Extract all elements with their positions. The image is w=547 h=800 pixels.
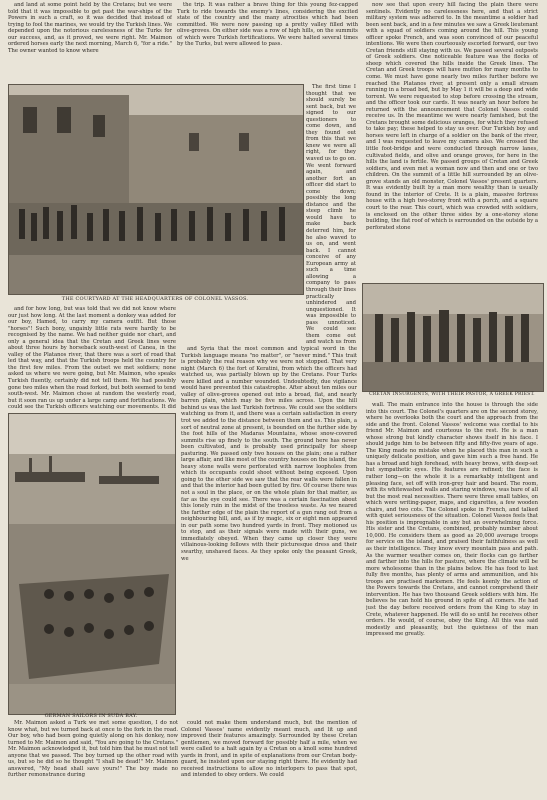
paragraph: now see that upon every hill facing the plain there were sentinels. Evidently no carelessness here, and that a strict military system was adhered to. In the meantime a soldier had been sent back, and in a few minutes we saw a Greek lieutenant with a squad of soldiers coming around the hill. This young officer spoke French, and was soon convinced of our peaceful intentions. We were then courteously escorted forward, our two Cretan friends still staying with us. We passed several outposts of Greek soldiers. One noticeable feature was the flocks of sheep which covered the hills inside the Greek lines. The Cretan and Greek troops will have mutton for many months to come. We must have gone nearly two miles further before we reached the Platanos river, at present only a small stream running in a broad bed, but by May 1 it will be a deep and wide torrent. We were requested to stop before crossing the stream, and the officer took our cards. It was nearly an hour before he returned with the announcement that Colonel Vassos could receive us. In the meantime we were nearly famished, but the Cretans brought some delicious oranges, for which they refused to take pay; these helped to stay us over. Our Turkish boy and horses were left in charge of a soldier on the bank of the river, and I was requested to leave my camera also. We crossed the little foot-bridge and were conducted through narrow lanes, cultivated fields, and olive and orange groves, for here in the hills the land is fertile. We passed groups of Cretan and Greek soldiers, and even met a woman now and then and one or two children. On the summit of a little hill surrounded by an olive-grove stands an old monster, Colonel Vassos' present quarters. It was evidently built by a man more wealthy than is usually found in the interior of Crete. It is a plain, massive fortress house with a high two-storey front with a porch, and a square court to the rear. This court, which was crowded with soldiers, is enclosed on the other three sides by a one-storey stone building, the flat roof of which is surrounded on the outside by a perforated stone: [366, 2, 538, 231]
text-column-top-left: [8, 2, 172, 84]
text-column-top-right: [366, 2, 538, 280]
text-column-right-lower: [366, 402, 538, 794]
insurgents-caption: CRETAN INSURGENTS, WITH THEIR PASTOR, A GREEK PRIEST.: [369, 392, 535, 397]
paragraph: the trip. It was rather a brave thing for this young fez-capped Turk to ride towards the enemy's lines, considering the excited state of the country and the many atrocities which had been committed. We were now passing up a pretty valley filled with olive-groves. On either side was a row of high hills, on the summits of which were Turkish fortifications. We were halted several times by the Turks, but were allowed to pass.: [177, 2, 358, 48]
text-column-mid-left: [8, 306, 176, 410]
text-column-bottom-left: [8, 720, 178, 798]
paragraph: wall. The main entrance into the house is through the side into this court. The Colonel's quarters are on the second storey, where he overlooks both the court and the approach from the side and the front. Colonel Vassos' welcome was cordial to his friend Mr. Maimon and courteous to the rest. He is a man whose strong but kindly character shows itself in his face. I should judge him to be between fifty and fifty-five years of age. The King made no mistake when he placed this man in such a uniquely delicate position, and gave him such a free hand. He has a broad and high forehead, with heavy brows, with deep-set but sympathetic eyes. His features are refined; the face is rather long—on the whole it is a remarkably intelligent and pleasing face, set off with iron-grey hair and beard. The room, with its whitewashed walls and staring windows, was bare of all but the most real necessities. There were three small tables, on which were writing-paper, maps, and cigarettes, a few wooden chairs, and two cots. The Colonel spoke in French, and talked with quiet seriousness of the situation. Colonel Vassos feels that his position is impregnable in any but an overwhelming force. His sister and the Cretans, combined, probably number about 10,000. He considers them as good as 20,000 average troops for service on the island, and praised their faithfulness as well as their intelligence. They know every mountain pass and path. As the warmer weather comes on, their flocks can go farther and farther into the hills for pasture, where the climate will be more wholesome than in the plains below. He has food to last fully five months, has plenty of arms and ammunition, and his troops are practised marksmen. He feels keenly the action of the Powers towards the Cretans, and cannot comprehend their intervention. He has two thousand Greek soldiers with him. He believes he can hold his ground in spite of all comers. He had just the day before received orders from the King to stay in Crete, whatever happened. He will do so until he receives other orders. He would, of course, obey the King. All this was said modestly and pleasantly, but the quietness of the man impressed me greatly.: [366, 402, 538, 638]
paragraph: Mr. Maimon asked a Turk we met some question, I do not know what, but we turned back at once to the fork in the road. Our boy, who had been going quietly along on his donkey, now turned to Mr. Maimon and said, "You are going to the Cretans." Mr. Maimon acknowledged it, but told him that he must not tell anyone that we passed. The boy turned up the other road with us, but so he did so he thought "I shall be dead!" Mr. Maimon answered, "My head shall save yours!" The boy made no further remonstrance during: [8, 720, 178, 779]
sailors-engraving: [9, 414, 175, 714]
text-column-middle-narrow: [306, 84, 356, 344]
sailors-illustration: [8, 413, 176, 715]
text-column-bottom-center: [181, 720, 357, 798]
paragraph: and land at some point held by the Cretans; but we were told that it was impossible to get past the war-ships of the Powers in such a craft, so it was decided that instead of trying to fool the marines, we would try the Turkish lines. We depended upon the notorious carelessness of the Turks for our success, and, as it proved, we were right. Mr. Maimon ordered horses early the next morning, March 6, "for a ride." The owner wanted to know where: [8, 2, 172, 54]
sailors-caption: GERMAN SAILORS IN SUDA BAY.: [44, 713, 138, 719]
insurgents-illustration: [362, 283, 544, 392]
courtyard-engraving: [9, 85, 303, 294]
courtyard-illustration: [8, 84, 304, 295]
paragraph: and for how long, but was told that we did not know where our just how long. At the last moment a donkey was added for our boy, Hamed, to carry my camera outfit. But those "horses"! Such bony, ungainly little rats were hardly to be recognised by the name. We had neither guide nor chart, and only a general idea that the Cretan and Greek lines were about three hours by horseback south-west of Canea, in the valley of the Platanos river, that there was a sort of road that led that way, and that the Turkish troops held the country for the first few miles. From the outset we met soldiers; none asked us where we were going, but Mr. Maimon, who speaks Turkish fluently, certainly did not tell them. We had possibly gone two miles when the road forked, but both seemed to tend south-west. Mr. Maimon chose at random the westerly road, but it soon ran us up under a large camp and fortifications. We could see the Turkish officers watching our movements. It did: [8, 306, 176, 410]
paragraph: could not make them understand much, but the mention of Colonel Vassos' name evidently meant much, and lit up and improved their features amazingly. Surrounded by these Cretan gentlemen, we moved forward for possibly half a mile, when we were called to a halt again by a Cretan on a knoll some hundred yards in front, and in spite of explanations from our Cretan body-guard, he insisted upon our staying right there. He evidently had received instructions to allow no interlopers to pass that spot, and intended to obey orders. We could: [181, 720, 357, 779]
courtyard-caption: THE COURTYARD AT THE HEADQUARTERS OF COLONEL VASSOS.: [61, 296, 249, 302]
text-column-mid-center: [181, 346, 357, 716]
insurgents-engraving: [363, 284, 543, 391]
paragraph: and Syria that the most common and typical word in the Turkish language means "no matter", or "never mind." This trait is probably the real reason why we were not stopped. That very night (March 6) the fort of Keratini, from which the officers had watched us, was partially blown up by the Cretans. Four Turks were killed and a number wounded. Undoubtedly, due vigilance would have prevented this catastrophe. After about ten miles our valley of olive-groves opened out into a broad, flat, and nearly barren plain, which may be five miles across. Upon the hill behind us was the last Turkish fortress. We could see the soldiers watching us from it, and there was a certain satisfaction in every trot we added to the distance between them and us. This plain, a sort of neutral zone at present, is bounded on the further side by the foot hills of the Madaras Mountains, whose snow-covered summits rise up finely to the south. The ground here has never been cultivated, and is probably used principally for sheep pasturing. We passed only two houses on the plain; one a rather large affair, and like most of the country houses on the island, the heavy stone walls were perforated with narrow loopholes from which its occupants could shoot without being exposed. Upon going to the other side we saw that the rear walls were fallen in and that the interior had been gutted by fire. Of course there was not a soul in the place, or on the whole plain for that matter, as far as the eye could see. There was a certain fascination about this lonely ruin in the midst of the treeless waste. As we neared the farther edge of the plain the report of a gun rang out from a neighbouring hill, and, as if by magic, six or eight men appeared in our path some two hundred yards in front. They motioned us to stop, and as their signals were made with their guns, we immediately obeyed. When they came up closer they were villainous-looking fellows with their picturesque dress and their swarthy, unshaved faces. As they spoke only the peasant Greek, we: [181, 346, 357, 562]
paragraph: The first time I thought that we should surely be sent back, but we signed to our questioners to come down, and they found out from this that we knew we were all right, for they waved us to go on. We went forward again, and another fort an officer did start to come down; possibly the long distance and the steep climb he would have to make back deterred him, for he also waved to us on, and went back. I cannot conceive of any European army at such a time allowing a company to pass through their lines practically unhindered and unquestioned. It was impossible to pass unnoticed. We could see them come out and watch us from: [306, 84, 356, 344]
text-column-top-middle: [177, 2, 358, 84]
